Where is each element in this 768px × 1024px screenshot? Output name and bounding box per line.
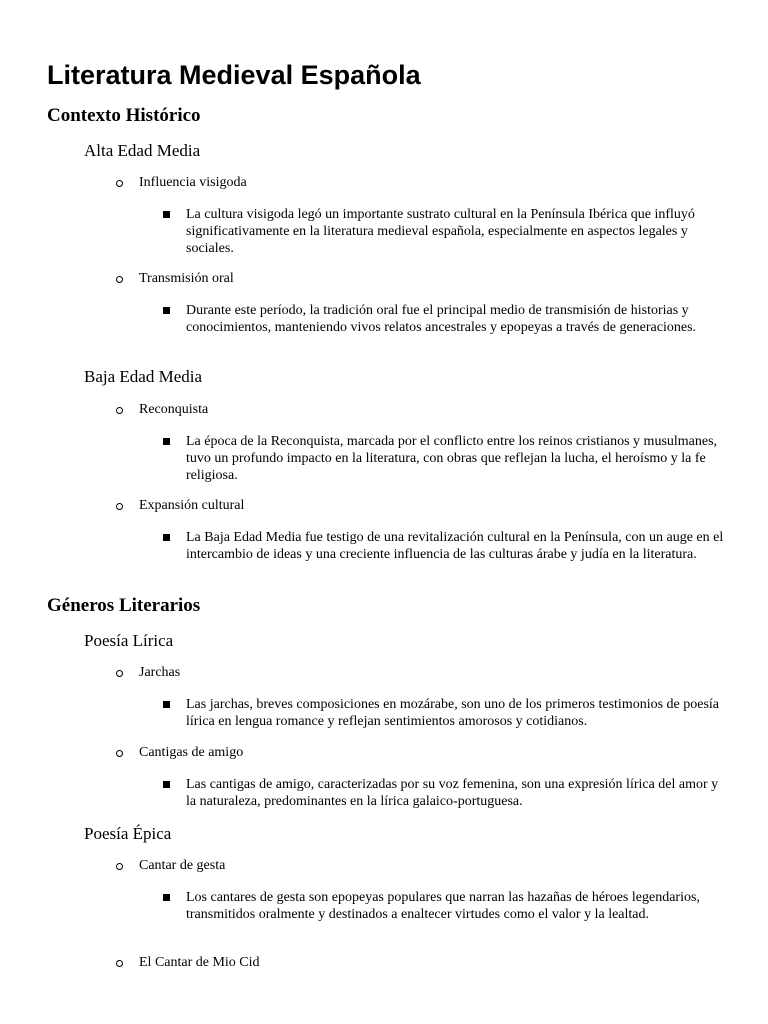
list-item-label: Jarchas: [139, 665, 181, 680]
list-item-label: Cantigas de amigo: [139, 745, 244, 760]
detail-paragraph: La cultura visigoda legó un importante sustrato cultural en la Península Ibérica que influyó significativamente en la literatura medieval española, especialmente en aspectos legales y sociales.: [186, 207, 695, 256]
detail-paragraph: Los cantares de gesta son epopeyas populares que narran las hazañas de héroes legendarios, transmitidos oralmente y destinados a enaltecer virtudes como el valor y la lealtad.: [186, 890, 700, 922]
list-item-label: Expansión cultural: [139, 498, 245, 513]
list-item-label: El Cantar de Mio Cid: [139, 955, 260, 970]
square-bullet-icon: [163, 534, 170, 541]
list-item-label: Influencia visigoda: [139, 175, 247, 190]
subsection-heading: Alta Edad Media: [84, 141, 201, 160]
square-bullet-icon: [163, 701, 170, 708]
circle-bullet-icon: [116, 750, 123, 757]
section-heading: Géneros Literarios: [47, 595, 201, 616]
square-bullet-icon: [163, 894, 170, 901]
detail-paragraph: La época de la Reconquista, marcada por el conflicto entre los reinos cristianos y musulmanes, tuvo un profundo impacto en la literatura, con obras que reflejan la lucha, el heroísmo y la fe religiosa.: [186, 434, 718, 483]
square-bullet-icon: [163, 781, 170, 788]
square-bullet-icon: [163, 307, 170, 314]
subsection-heading: Poesía Épica: [84, 824, 172, 843]
detail-paragraph: Durante este período, la tradición oral fue el principal medio de transmisión de historias y conocimientos, manteniendo vivos relatos ancestrales y epopeyas a través de generaciones.: [186, 303, 697, 335]
circle-bullet-icon: [116, 960, 123, 967]
list-item-label: Cantar de gesta: [139, 858, 226, 873]
subsection-heading: Poesía Lírica: [84, 631, 174, 650]
circle-bullet-icon: [116, 863, 123, 870]
circle-bullet-icon: [116, 276, 123, 283]
detail-paragraph: Las cantigas de amigo, caracterizadas por su voz femenina, son una expresión lírica del amor y la naturaleza, predominantes en la lírica galaico-portuguesa.: [186, 777, 719, 809]
section-heading: Contexto Histórico: [47, 105, 201, 126]
circle-bullet-icon: [116, 503, 123, 510]
square-bullet-icon: [163, 211, 170, 218]
document-title: Literatura Medieval Española: [47, 60, 421, 90]
list-item-label: Transmisión oral: [139, 271, 234, 286]
circle-bullet-icon: [116, 180, 123, 187]
detail-paragraph: Las jarchas, breves composiciones en mozárabe, son uno de los primeros testimonios de poesía lírica en lengua romance y reflejan sentimientos amorosos y cotidianos.: [186, 697, 720, 729]
square-bullet-icon: [163, 438, 170, 445]
list-item-label: Reconquista: [139, 402, 209, 417]
detail-paragraph: La Baja Edad Media fue testigo de una revitalización cultural en la Península, con un auge en el intercambio de ideas y una creciente influencia de las culturas árabe y judía en la literatura.: [186, 530, 724, 562]
circle-bullet-icon: [116, 670, 123, 677]
subsection-heading: Baja Edad Media: [84, 367, 203, 386]
circle-bullet-icon: [116, 407, 123, 414]
